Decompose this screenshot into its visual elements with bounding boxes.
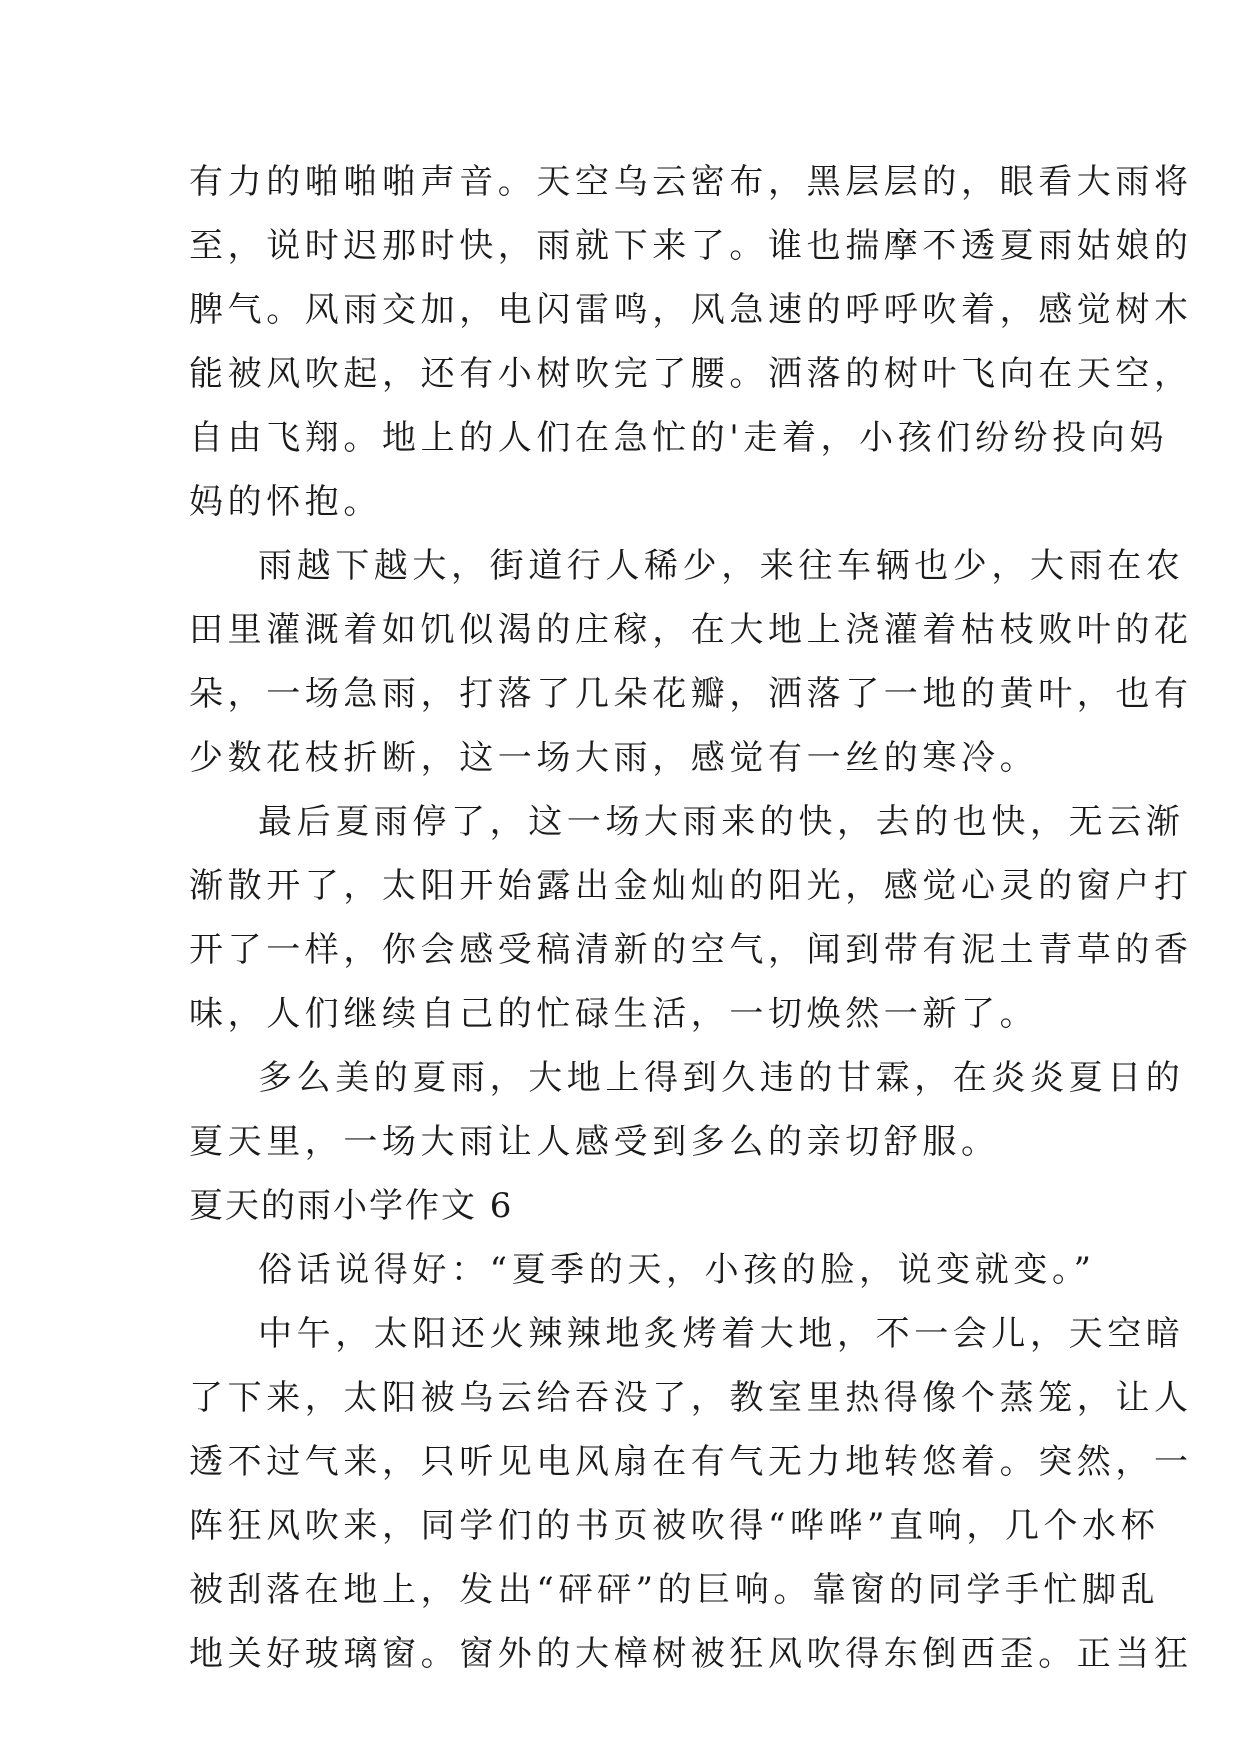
paragraph-first-line: 最后夏雨停了，这一场大雨来的快，去的也快，无云渐	[258, 802, 1185, 842]
text-line: 田里灌溉着如饥似渴的庄稼，在大地上浇灌着枯枝败叶的花	[189, 610, 1193, 650]
text-line: 少数花枝折断，这一场大雨，感觉有一丝的寒冷。	[189, 738, 1039, 778]
text-line: 脾气。风雨交加，电闪雷鸣，风急速的呼呼吹着，感觉树木	[189, 290, 1193, 330]
section-heading: 夏天的雨小学作文 6	[189, 1186, 514, 1226]
text-line: 有力的啪啪啪声音。天空乌云密布，黑层层的，眼看大雨将	[189, 162, 1193, 202]
text-line: 自由飞翔。地上的人们在急忙的'走着，小孩们纷纷投向妈	[189, 418, 1168, 458]
text-line: 地关好玻璃窗。窗外的大樟树被狂风吹得东倒西歪。正当狂	[189, 1634, 1193, 1674]
paragraph-first-line: 中午，太阳还火辣辣地炙烤着大地，不一会儿，天空暗	[258, 1314, 1185, 1354]
text-line: 朵，一场急雨，打落了几朵花瓣，洒落了一地的黄叶，也有	[189, 674, 1193, 714]
paragraph-first-line: 多么美的夏雨，大地上得到久违的甘霖，在炎炎夏日的	[258, 1058, 1185, 1098]
text-line: 透不过气来，只听见电风扇在有气无力地转悠着。突然，一	[189, 1442, 1193, 1482]
text-line: 了下来，太阳被乌云给吞没了，教室里热得像个蒸笼，让人	[189, 1378, 1193, 1418]
text-line: 味，人们继续自己的忙碌生活，一切焕然一新了。	[189, 994, 1039, 1034]
text-line: 被刮落在地上，发出“砰砰”的巨响。靠窗的同学手忙脚乱	[189, 1570, 1160, 1610]
text-line: 妈的怀抱。	[189, 482, 382, 522]
text-line: 渐散开了，太阳开始露出金灿灿的阳光，感觉心灵的窗户打	[189, 866, 1193, 906]
text-line: 阵狂风吹来，同学们的书页被吹得“哗哗”直响，几个水杯	[189, 1506, 1160, 1546]
paragraph-first-line: 俗话说得好：“夏季的天，小孩的脸，说变就变。”	[258, 1250, 1096, 1290]
text-line: 能被风吹起，还有小树吹完了腰。洒落的树叶飞向在天空，	[189, 354, 1193, 394]
text-line: 开了一样，你会感受稿清新的空气，闻到带有泥土青草的香	[189, 930, 1193, 970]
text-line: 至，说时迟那时快，雨就下来了。谁也揣摩不透夏雨姑娘的	[189, 226, 1193, 266]
paragraph-first-line: 雨越下越大，街道行人稀少，来往车辆也少，大雨在农	[258, 546, 1185, 586]
text-line: 夏天里，一场大雨让人感受到多么的亲切舒服。	[189, 1122, 1000, 1162]
